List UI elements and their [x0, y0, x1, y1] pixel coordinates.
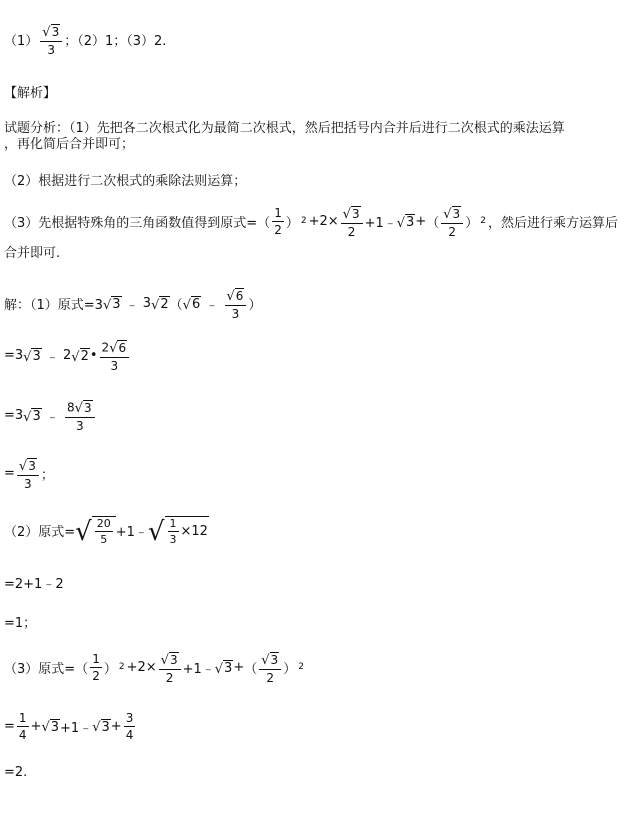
analysis-line-5: 合并即可.: [4, 246, 61, 261]
section-title: 【解析】: [4, 86, 57, 101]
sqrt: √ 3: [42, 24, 60, 40]
analysis-line-1: 试题分析：（1）先把各二次根式化为最简二次根式，然后把括号内合并后进行二次根式的乘法运算: [4, 121, 565, 136]
analysis-line-2: ，再化简后合并即可；: [4, 137, 135, 152]
fraction-1-over-2: $\frac{1}{2}$: [274, 206, 282, 238]
answer-line: [4, 24, 166, 56]
solution-line-4: = √ 3 3 ；: [4, 458, 54, 491]
fraction-sqrt3-over-3: √ 3 3: [40, 24, 62, 56]
solution-line-2: =3 √ 3 ﹣ 2 √ 2 • 2 √ 6 3: [4, 340, 131, 372]
solution-line-10: =2.: [4, 765, 28, 780]
solution-line-8: （3）原式= （ $\frac{1}{2}$ ） 2 +2× √ 3 2 +1﹣ √ 3 + （ √ 3 2 ） 2: [4, 652, 304, 685]
answer-part1-label: （1）: [4, 34, 39, 50]
solution-line-5: （2）原式= √ $\frac{20}{5}$ +1﹣ √ $\frac{1}{3}$ × 12: [4, 517, 208, 547]
solution-line-6: =2+1﹣2: [4, 577, 64, 592]
solution-line-3: =3 √ 3 ﹣ 8 √ 3 3: [4, 400, 97, 432]
analysis-line-4: （3）先根据特殊角的三角函数值得到原式= （ $\frac{1}{2}$ ） 2 +2× √ 3 2 +1﹣ √ 3 + （ √ 3 2 ） 2 ，然后进行乘方运算后: [4, 206, 618, 239]
fraction-sqrt3-over-2: √ 3 2: [341, 206, 363, 238]
solution-line-7: =1；: [4, 616, 37, 631]
solution-line-9: = $\frac{1}{4}$ + √ 3 +1﹣ √ 3 + $\frac{3}{4}$: [4, 711, 134, 742]
analysis-line-3: （2）根据进行二次根式的乘除法则运算；: [4, 174, 247, 189]
answer-rest: ；（2）1；（3）2.: [64, 34, 167, 50]
solution-line-1: 解：（1）原式=3 √ 3 ﹣ 3 √ 2 （ √ 6 ﹣ √ 6 3 ）: [4, 288, 262, 321]
